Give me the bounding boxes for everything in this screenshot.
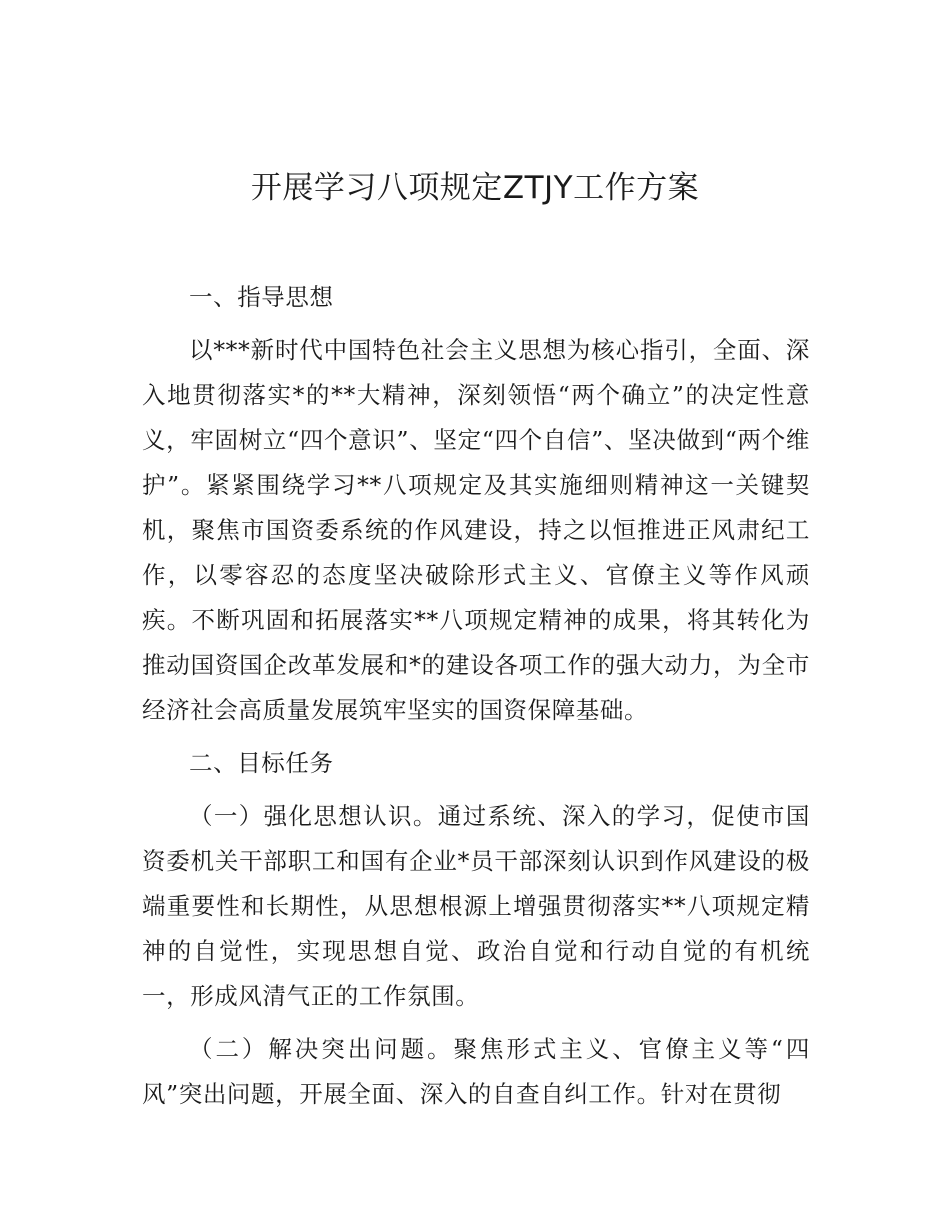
document-body <box>142 275 810 1117</box>
section-heading-guiding-ideology: 一、指导思想 <box>189 283 334 311</box>
section-heading-goals-tasks: 二、目标任务 <box>189 749 334 777</box>
paragraph-guiding-ideology: 以***新时代中国特色社会主义思想为核心指引，全面、深入地贯彻落实*的**大精神，深刻领悟“两个确立”的决定性意义，牢固树立“四个意识”、坚定“四个自信”、坚决做到“两个维护”。紧紧围绕学习**八项规定及其实施细则精神这一关键契机，聚焦市国资委系统的作风建设，持之以恒推进正风肃纪工作，以零容忍的态度坚决破除形式主义、官僚主义等作风顽疾。不断巩固和拓展落实**八项规定精神的成果，将其转化为推动国资国企改革发展和*的建设各项工作的强大动力，为全市经济社会高质量发展筑牢坚实的国资保障基础。 <box>142 336 810 724</box>
paragraph-solve-problems: （二）解决突出问题。聚焦形式主义、官僚主义等“四风”突出问题，开展全面、深入的自查自纠工作。针对在贯彻 <box>142 1035 810 1108</box>
document-title: 开展学习八项规定ZTJY工作方案 <box>250 170 700 206</box>
paragraph-strengthen-awareness: （一）强化思想认识。通过系统、深入的学习，促使市国资委机关干部职工和国有企业*员干部深刻认识到作风建设的极端重要性和长期性，从思想根源上增强贯彻落实**八项规定精神的自觉性，实现思想自觉、政治自觉和行动自觉的有机统一，形成风清气正的工作氛围。 <box>142 802 810 1010</box>
